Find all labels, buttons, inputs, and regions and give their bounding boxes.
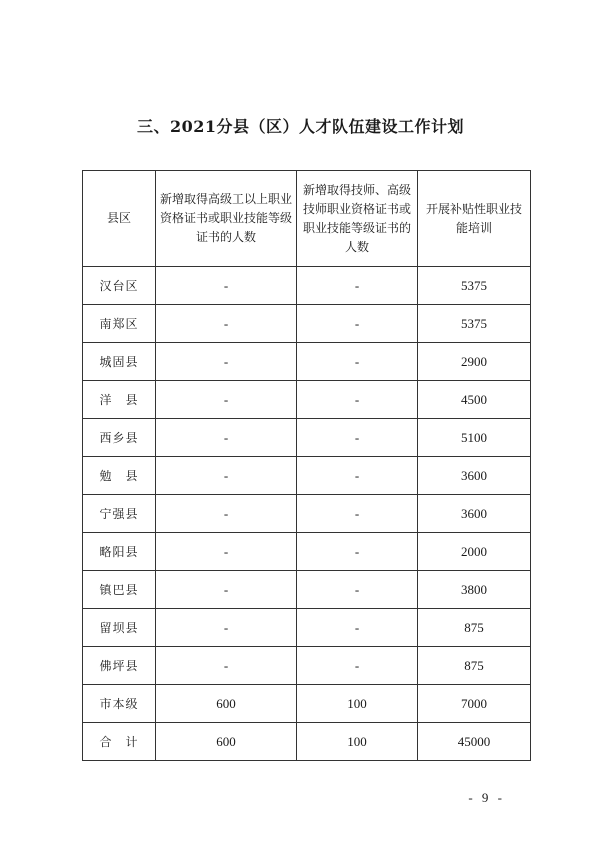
- table-row: [83, 685, 531, 723]
- county-cell: 略阳县: [83, 533, 156, 571]
- table-row: [83, 305, 531, 343]
- table-row: [83, 533, 531, 571]
- county-cell: 南郑区: [83, 305, 156, 343]
- senior-workers-cell: -: [156, 343, 297, 381]
- talent-plan-table: [82, 170, 531, 761]
- senior-workers-cell: -: [156, 609, 297, 647]
- technicians-cell: -: [297, 457, 418, 495]
- training-cell: 2900: [418, 343, 531, 381]
- training-cell: 45000: [418, 723, 531, 761]
- training-cell: 5375: [418, 305, 531, 343]
- county-cell: 勉 县: [83, 457, 156, 495]
- page-title: 三、2021分县（区）人才队伍建设工作计划: [136, 117, 465, 136]
- table-body: [83, 267, 531, 761]
- table-row: [83, 381, 531, 419]
- table-row: [83, 609, 531, 647]
- header-training: 开展补贴性职业技能培训: [418, 171, 531, 267]
- county-cell: 汉台区: [83, 267, 156, 305]
- technicians-cell: -: [297, 419, 418, 457]
- training-cell: 875: [418, 609, 531, 647]
- senior-workers-cell: -: [156, 267, 297, 305]
- senior-workers-cell: -: [156, 495, 297, 533]
- technicians-cell: -: [297, 609, 418, 647]
- table-row: [83, 457, 531, 495]
- training-cell: 2000: [418, 533, 531, 571]
- training-cell: 4500: [418, 381, 531, 419]
- county-cell: 城固县: [83, 343, 156, 381]
- table-row: [83, 267, 531, 305]
- county-cell: 宁强县: [83, 495, 156, 533]
- table-header-row: [83, 171, 531, 267]
- training-cell: 3800: [418, 571, 531, 609]
- county-cell: 镇巴县: [83, 571, 156, 609]
- county-cell: 留坝县: [83, 609, 156, 647]
- senior-workers-cell: 600: [156, 723, 297, 761]
- technicians-cell: -: [297, 267, 418, 305]
- county-cell: 西乡县: [83, 419, 156, 457]
- technicians-cell: 100: [297, 723, 418, 761]
- technicians-cell: -: [297, 381, 418, 419]
- senior-workers-cell: -: [156, 647, 297, 685]
- table-row: [83, 571, 531, 609]
- header-senior-workers: 新增取得高级工以上职业资格证书或职业技能等级证书的人数: [156, 171, 297, 267]
- table-row: [83, 723, 531, 761]
- senior-workers-cell: 600: [156, 685, 297, 723]
- training-cell: 7000: [418, 685, 531, 723]
- training-cell: 5100: [418, 419, 531, 457]
- senior-workers-cell: -: [156, 571, 297, 609]
- senior-workers-cell: -: [156, 305, 297, 343]
- technicians-cell: -: [297, 647, 418, 685]
- senior-workers-cell: -: [156, 457, 297, 495]
- table-row: [83, 343, 531, 381]
- county-cell: 洋 县: [83, 381, 156, 419]
- technicians-cell: -: [297, 305, 418, 343]
- senior-workers-cell: -: [156, 381, 297, 419]
- header-county: 县区: [83, 171, 156, 267]
- page-number: - 9 -: [468, 790, 505, 805]
- senior-workers-cell: -: [156, 419, 297, 457]
- county-cell: 市本级: [83, 685, 156, 723]
- senior-workers-cell: -: [156, 533, 297, 571]
- county-cell: 佛坪县: [83, 647, 156, 685]
- county-cell: 合 计: [83, 723, 156, 761]
- training-cell: 875: [418, 647, 531, 685]
- table-row: [83, 495, 531, 533]
- technicians-cell: 100: [297, 685, 418, 723]
- training-cell: 5375: [418, 267, 531, 305]
- technicians-cell: -: [297, 343, 418, 381]
- training-cell: 3600: [418, 495, 531, 533]
- training-cell: 3600: [418, 457, 531, 495]
- header-technicians: 新增取得技师、高级技师职业资格证书或职业技能等级证书的人数: [297, 171, 418, 267]
- table-row: [83, 647, 531, 685]
- technicians-cell: -: [297, 495, 418, 533]
- technicians-cell: -: [297, 571, 418, 609]
- table-row: [83, 419, 531, 457]
- technicians-cell: -: [297, 533, 418, 571]
